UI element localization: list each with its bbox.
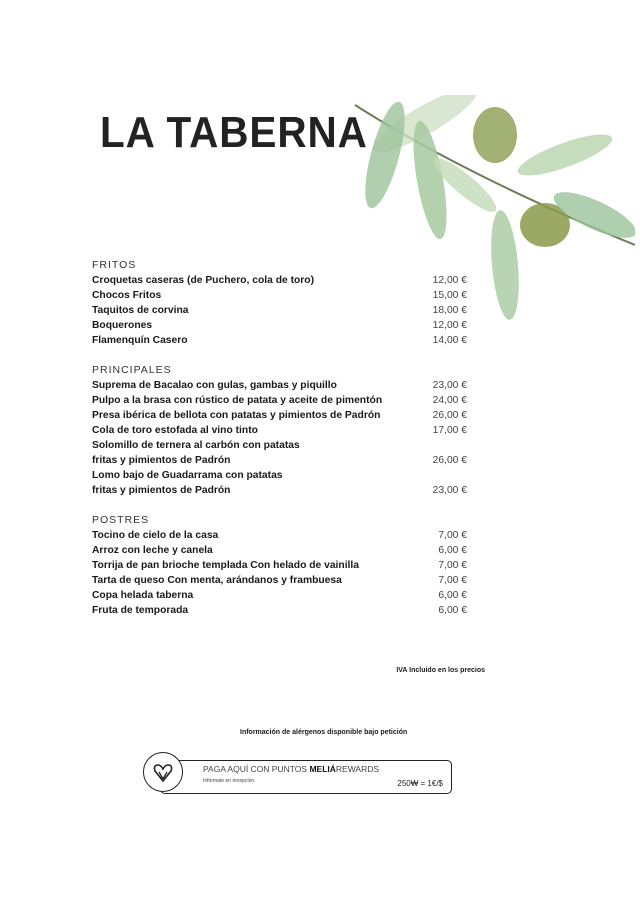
section-heading: POSTRES (92, 514, 150, 526)
item-price: 14,00 € (432, 335, 467, 346)
iva-note: IVA Incluido en los precios (396, 667, 485, 674)
menu-item (92, 303, 467, 318)
item-price: 17,00 € (432, 425, 467, 436)
section-spacer (92, 498, 467, 513)
item-name: Flamenquín Casero (92, 335, 188, 346)
item-price: 26,00 € (432, 455, 467, 466)
menu-item (92, 438, 467, 453)
item-name: Chocos Fritos (92, 290, 162, 301)
item-name: Fruta de temporada (92, 605, 189, 616)
menu-item (92, 333, 467, 348)
item-name: Pulpo a la brasa con rústico de patata y aceite de pimentón (92, 395, 383, 406)
menu-item (92, 558, 467, 573)
item-price: 7,00 € (438, 530, 467, 541)
item-name: Cola de toro estofada al vino tinto (92, 425, 258, 436)
menu-item (92, 318, 467, 333)
item-name: Taquitos de corvina (92, 305, 189, 316)
item-name: Presa ibérica de bellota con patatas y pimientos de Padrón (92, 410, 381, 421)
item-price: 6,00 € (438, 590, 467, 601)
menu-item (92, 408, 467, 423)
menu-item (92, 378, 467, 393)
item-name: Arroz con leche y canela (92, 545, 213, 556)
item-price: 15,00 € (432, 290, 467, 301)
allergen-note: Información de alérgenos disponible bajo petición (240, 729, 408, 736)
banner-subtext: Infórmate en recepción. (203, 778, 256, 784)
melia-heart-logo-icon (143, 752, 183, 792)
menu-item (92, 603, 467, 618)
item-name: fritas y pimientos de Padrón (92, 485, 231, 496)
menu-item (92, 288, 467, 303)
menu-item (92, 393, 467, 408)
banner-headline: PAGA AQUÍ CON PUNTOS MELIÁREWARDS (203, 764, 380, 774)
item-name: Tarta de queso Con menta, arándanos y frambuesa (92, 575, 342, 586)
menu-item (92, 588, 467, 603)
item-price: 12,00 € (432, 275, 467, 286)
item-price: 6,00 € (438, 545, 467, 556)
item-price: 18,00 € (432, 305, 467, 316)
section-spacer (92, 348, 467, 363)
item-name: Copa helada taberna (92, 590, 194, 601)
item-name: Lomo bajo de Guadarrama con patatas (92, 470, 283, 481)
section-heading: FRITOS (92, 259, 137, 271)
menu-item (92, 273, 467, 288)
item-name: Torrija de pan brioche templada Con helado de vainilla (92, 560, 360, 571)
page-title: LA TABERNA (100, 108, 368, 157)
menu-item (92, 453, 467, 468)
item-name: Croquetas caseras (de Puchero, cola de toro) (92, 275, 315, 286)
menu-item (92, 543, 467, 558)
menu-item (92, 528, 467, 543)
menu-item (92, 483, 467, 498)
menu-item (92, 573, 467, 588)
item-name: Suprema de Bacalao con gulas, gambas y piquillo (92, 380, 337, 391)
item-price: 24,00 € (432, 395, 467, 406)
item-name: fritas y pimientos de Padrón (92, 455, 231, 466)
menu-list (92, 258, 467, 618)
section-heading: PRINCIPALES (92, 364, 172, 376)
item-price: 23,00 € (432, 485, 467, 496)
item-name: Solomillo de ternera al carbón con patatas (92, 440, 300, 451)
item-price: 26,00 € (432, 410, 467, 421)
item-name: Boquerones (92, 320, 153, 331)
banner-rate: 250₩ = 1€/$ (397, 779, 443, 788)
item-price: 7,00 € (438, 560, 467, 571)
item-price: 23,00 € (432, 380, 467, 391)
item-name: Tocino de cielo de la casa (92, 530, 219, 541)
item-price: 12,00 € (432, 320, 467, 331)
menu-item (92, 423, 467, 438)
item-price: 7,00 € (438, 575, 467, 586)
melia-rewards-banner (160, 760, 452, 794)
item-price: 6,00 € (438, 605, 467, 616)
menu-item (92, 468, 467, 483)
